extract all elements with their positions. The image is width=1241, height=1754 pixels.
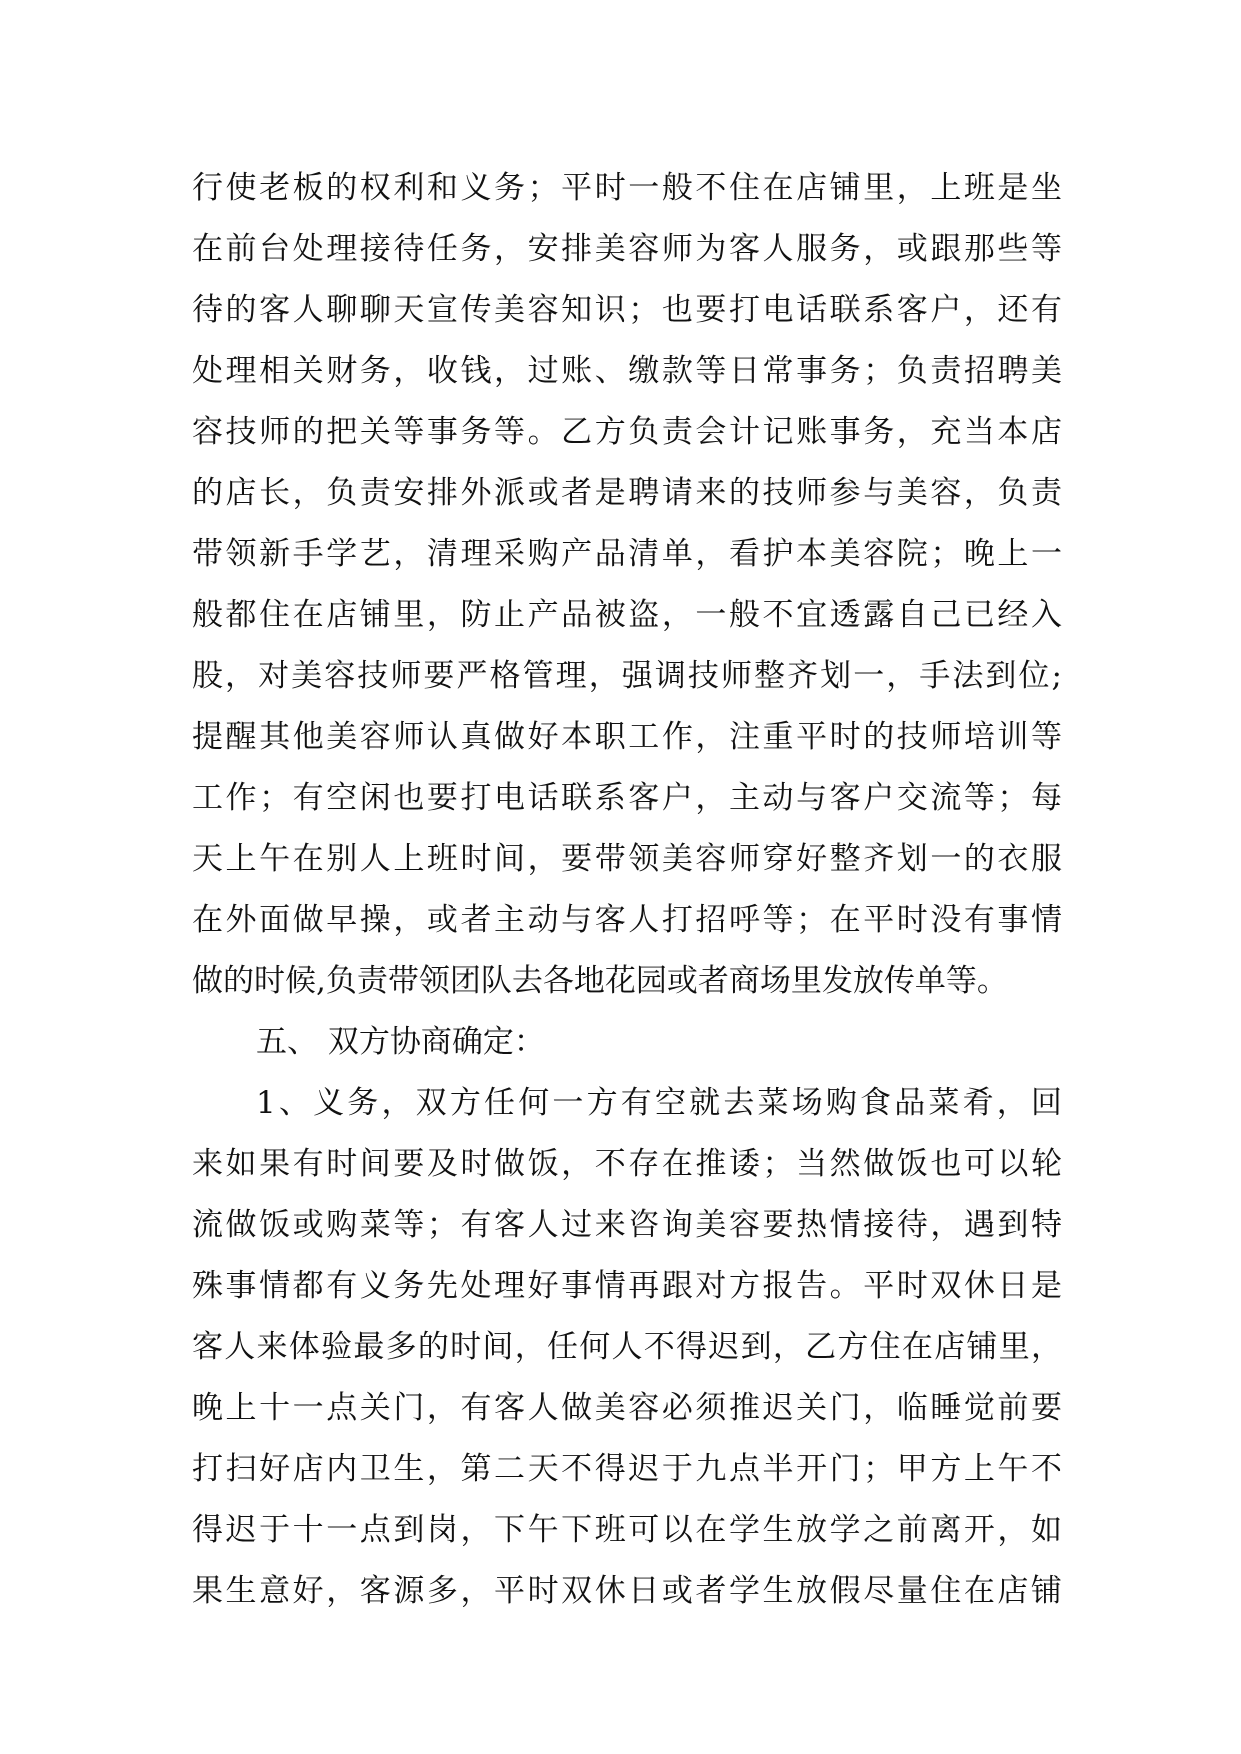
text-line: 打扫好店内卫生，第二天不得迟于九点半开门；甲方上午不	[192, 1451, 1062, 1487]
paragraph-first-line: 1、义务，双方任何一方有空就去菜场购食品菜肴，回	[256, 1085, 1062, 1121]
text-line: 待的客人聊聊天宣传美容知识；也要打电话联系客户，还有	[192, 292, 1062, 328]
text-line: 容技师的把关等事务等。乙方负责会计记账事务，充当本店	[192, 414, 1062, 450]
text-line: 股，对美容技师要严格管理，强调技师整齐划一，手法到位;	[192, 658, 1062, 694]
text-line: 得迟于十一点到岗，下午下班可以在学生放学之前离开，如	[192, 1512, 1062, 1548]
text-line: 工作；有空闲也要打电话联系客户，主动与客户交流等；每	[192, 780, 1062, 816]
text-line: 行使老板的权利和义务；平时一般不住在店铺里，上班是坐	[192, 170, 1062, 206]
text-line: 处理相关财务，收钱，过账、缴款等日常事务；负责招聘美	[192, 353, 1062, 389]
paragraph-first-line: 五、 双方协商确定：	[256, 1024, 545, 1060]
text-line: 客人来体验最多的时间，任何人不得迟到，乙方住在店铺里，	[192, 1329, 1062, 1365]
text-line: 般都住在店铺里，防止产品被盗，一般不宜透露自己已经入	[192, 597, 1062, 633]
text-line: 提醒其他美容师认真做好本职工作，注重平时的技师培训等	[192, 719, 1062, 755]
text-line: 在外面做早操，或者主动与客人打招呼等；在平时没有事情	[192, 902, 1062, 938]
text-line: 果生意好，客源多，平时双休日或者学生放假尽量住在店铺	[192, 1573, 1062, 1609]
text-line: 殊事情都有义务先处理好事情再跟对方报告。平时双休日是	[192, 1268, 1062, 1304]
text-line: 带领新手学艺，清理采购产品清单，看护本美容院；晚上一	[192, 536, 1062, 572]
text-line: 的店长，负责安排外派或者是聘请来的技师参与美容，负责	[192, 475, 1062, 511]
text-line: 来如果有时间要及时做饭，不存在推诿；当然做饭也可以轮	[192, 1146, 1062, 1182]
text-line: 晚上十一点关门，有客人做美容必须推迟关门，临睡觉前要	[192, 1390, 1062, 1426]
document-body	[192, 158, 1062, 1622]
text-line: 天上午在别人上班时间，要带领美容师穿好整齐划一的衣服	[192, 841, 1062, 877]
text-line: 流做饭或购菜等；有客人过来咨询美容要热情接待，遇到特	[192, 1207, 1062, 1243]
text-line: 在前台处理接待任务，安排美容师为客人服务，或跟那些等	[192, 231, 1062, 267]
text-line: 做的时候,负责带领团队去各地花园或者商场里发放传单等。	[192, 963, 1008, 999]
